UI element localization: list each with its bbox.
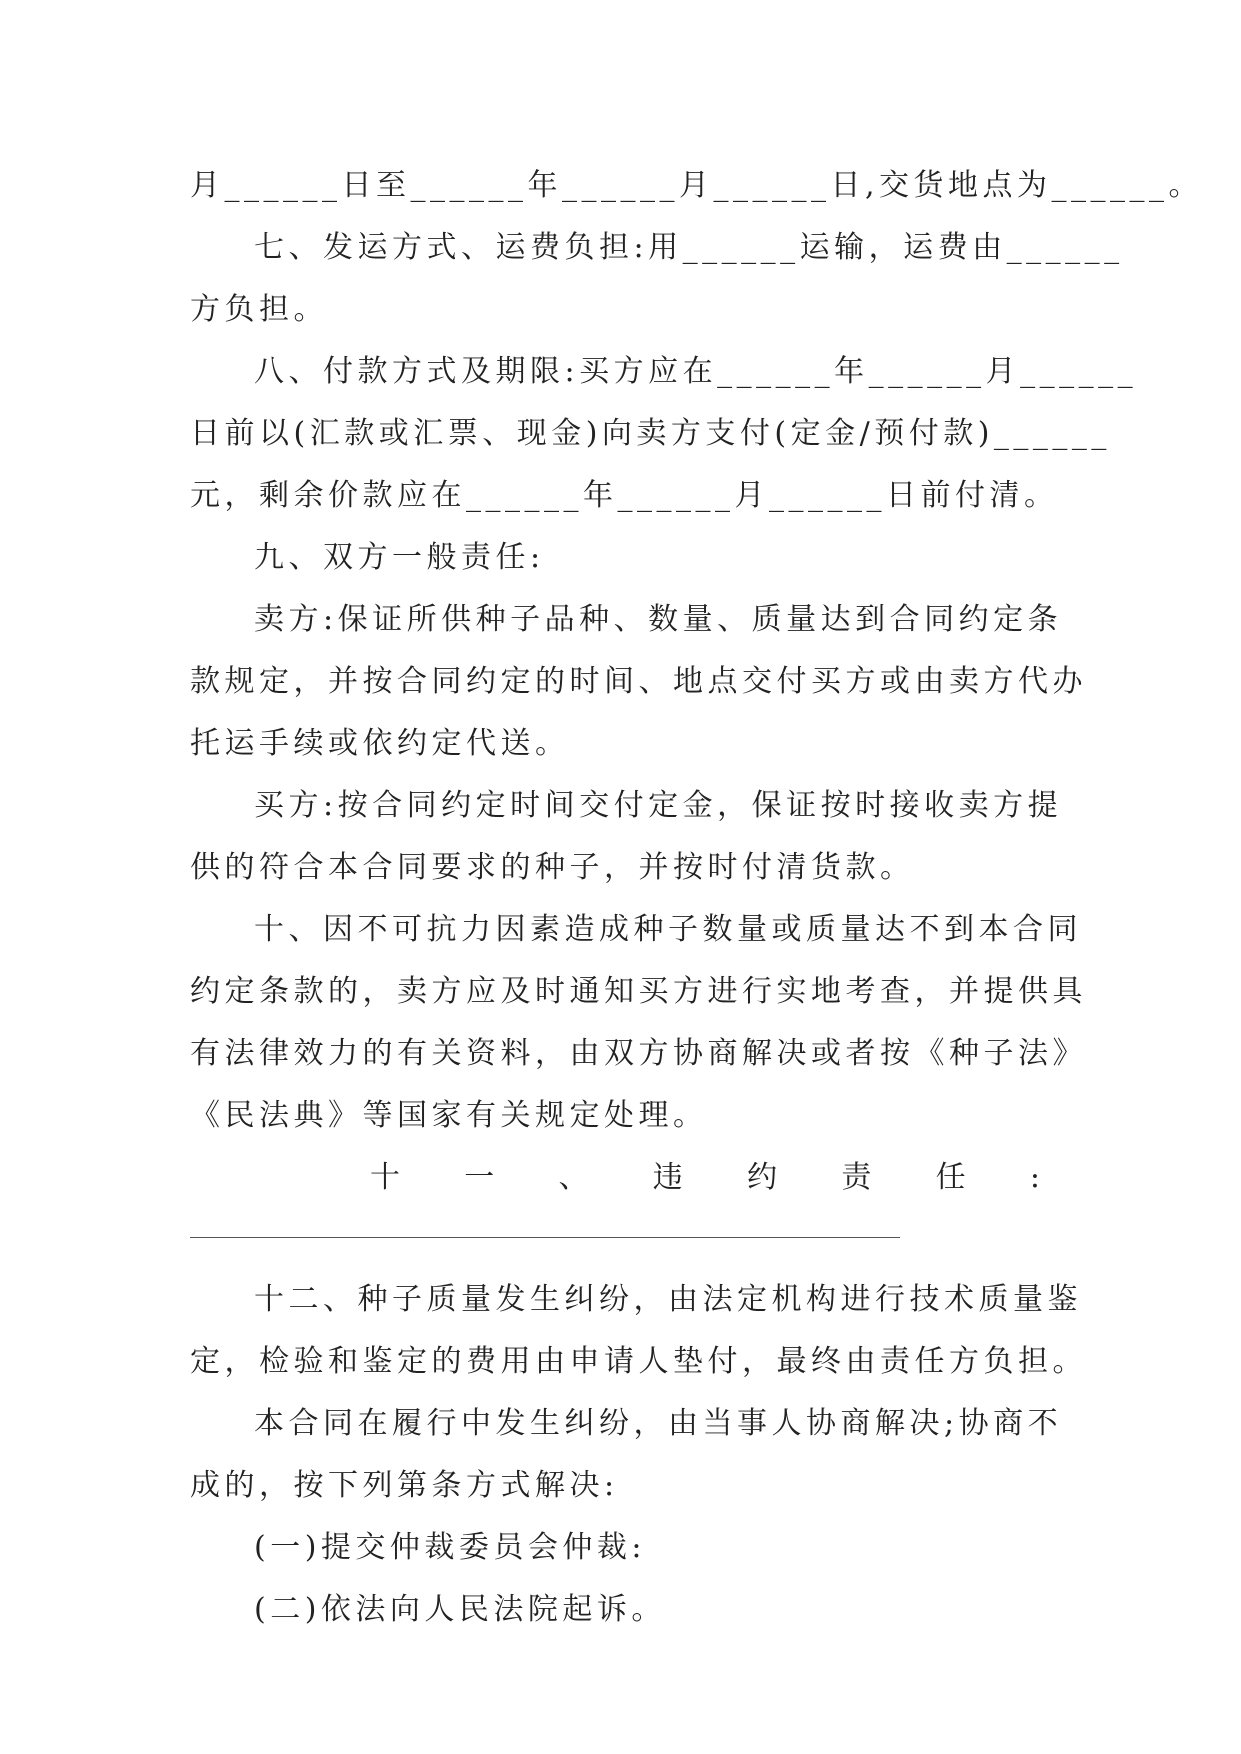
text-line-shipping-method: 七、发运方式、运费负担:用______运输，运费由______ bbox=[254, 230, 1124, 265]
text-line-dispute-resolution-cont: 成的，按下列第条方式解决: bbox=[190, 1468, 619, 1503]
document-body bbox=[190, 155, 1204, 1641]
heading-char: 任 bbox=[935, 1160, 966, 1195]
heading-char: 违 bbox=[652, 1160, 683, 1195]
text-line-payment-method: 日前以(汇款或汇票、现金)向卖方支付(定金/预付款)______ bbox=[190, 416, 1111, 451]
heading-char: 、 bbox=[558, 1160, 589, 1195]
text-line-general-duties: 九、双方一般责任: bbox=[254, 540, 545, 575]
text-line-dispute-resolution: 本合同在履行中发生纠纷，由当事人协商解决;协商不 bbox=[254, 1406, 1063, 1441]
text-line-force-majeure-cont-2: 有法律效力的有关资料，由双方协商解决或者按《种子法》 bbox=[190, 1036, 1087, 1071]
text-line-option-arbitration: (一)提交仲裁委员会仲裁: bbox=[254, 1530, 647, 1565]
text-line-force-majeure: 十、因不可抗力因素造成种子数量或质量达不到本合同 bbox=[254, 912, 1082, 947]
text-line-remaining-payment: 元，剩余价款应在______年______月______日前付清。 bbox=[190, 478, 1059, 513]
text-line-force-majeure-end: 《民法典》等国家有关规定处理。 bbox=[190, 1098, 708, 1133]
spacer bbox=[190, 1249, 1050, 1269]
heading-char: 十 bbox=[370, 1160, 400, 1195]
heading-char: : bbox=[1029, 1160, 1040, 1195]
text-line-seller-duties-cont: 款规定，并按合同约定的时间、地点交付买方或由卖方代办 bbox=[190, 664, 1087, 699]
text-line-seller-duties: 卖方:保证所供种子品种、数量、质量达到合同约定条 bbox=[254, 602, 1063, 637]
text-line-force-majeure-cont: 约定条款的，卖方应及时通知买方进行实地考查，并提供具 bbox=[190, 974, 1087, 1009]
underline-rule bbox=[190, 1237, 900, 1238]
heading-char: 责 bbox=[841, 1160, 872, 1195]
section-heading-breach-liability bbox=[190, 1147, 1050, 1209]
text-line-buyer-duties: 买方:按合同约定时间交付定金，保证按时接收卖方提 bbox=[254, 788, 1063, 823]
text-line-quality-dispute-cont: 定，检验和鉴定的费用由申请人垫付，最终由责任方负担。 bbox=[190, 1344, 1087, 1379]
text-line-delivery-date: 月______日至______年______月______日,交货地点为______。 bbox=[190, 168, 1204, 203]
text-line-option-litigation: (二)依法向人民法院起诉。 bbox=[254, 1592, 666, 1627]
text-line-buyer-duties-cont: 供的符合本合同要求的种子，并按时付清货款。 bbox=[190, 850, 915, 885]
text-line-quality-dispute: 十二、种子质量发生纠纷，由法定机构进行技术质量鉴 bbox=[254, 1282, 1082, 1317]
text-line-shipping-cost: 方负担。 bbox=[190, 292, 328, 327]
heading-char: 一 bbox=[464, 1160, 495, 1195]
blank-fill-line bbox=[190, 1209, 1050, 1249]
text-line-seller-duties-end: 托运手续或依约定代送。 bbox=[190, 726, 570, 761]
text-line-payment-terms: 八、付款方式及期限:买方应在______年______月______ bbox=[254, 354, 1138, 389]
heading-char: 约 bbox=[747, 1160, 778, 1195]
